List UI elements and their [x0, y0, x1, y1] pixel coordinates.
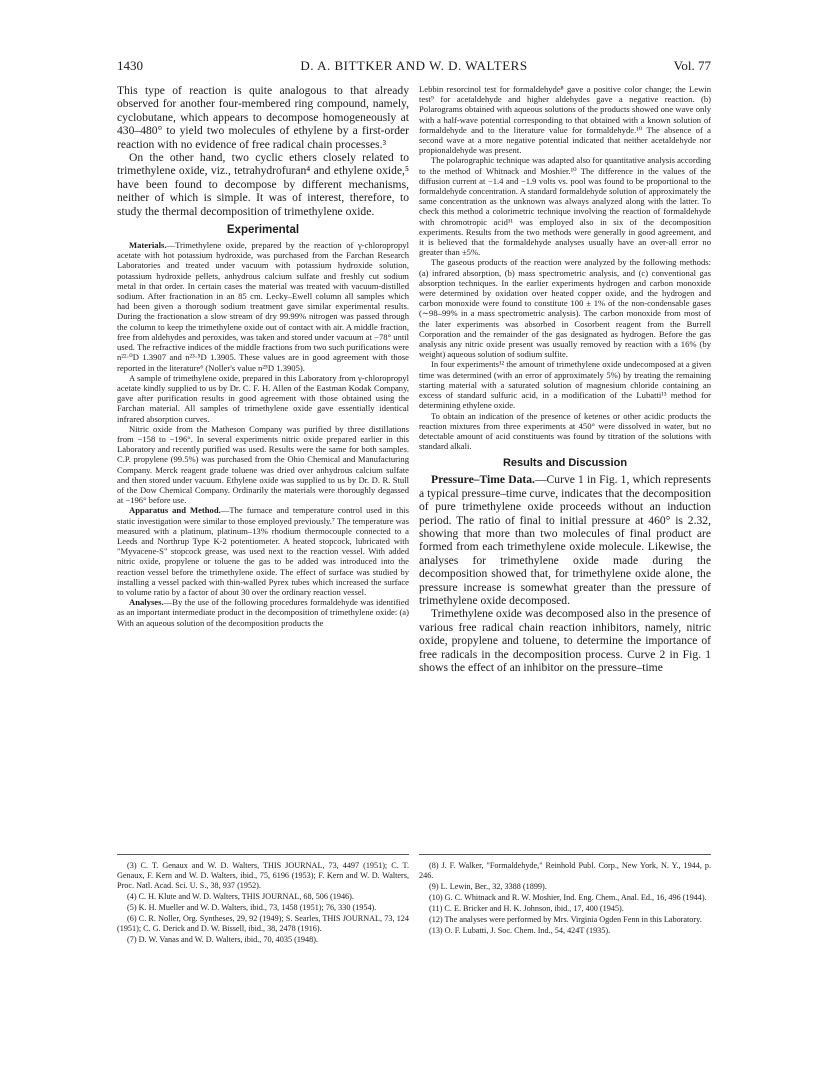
footnote: (8) J. F. Walker, "Formaldehyde," Reinhold Publ. Corp., New York, N. Y., 1944, p. 246. — [419, 861, 711, 880]
footnote: (9) L. Lewin, Ber., 32, 3388 (1899). — [429, 882, 547, 891]
nitric-oxide-paragraph: Nitric oxide from the Matheson Company was purified by three distillations from −158 to −196°. In several experiments nitric oxide prepared earlier in this Laboratory and recently purified was used. Results were the same for both samples. C.P. propylene (99.5%) was purchased from the Ohio Chemical and Manufacturing Company. Merck reagent grade toluene was dried over anhydrous calcium sulfate and then stored under vacuum. Ethylene oxide was supplied to us by Dr. D. R. Stull of the Dow Chemical Company. Ordinarily the materials were thoroughly degassed at −196° before use. — [117, 423, 409, 506]
running-authors: D. A. BITTKER AND W. D. WALTERS — [300, 58, 528, 73]
footnotes-left — [117, 861, 409, 946]
paragraph-text: —The furnace and temperature control used in this static investigation were similar to those employed previously.⁷ The temperature was measured with a platinum, platinum–13% rhodium thermocouple connected to a Leeds and Northrup Type K-2 potentiometer. A heated stopcock, lubricated with "Myvacene-S" stopcock grease, was used next to the reaction vessel. With added nitric oxide, propylene or toluene the gas to be added was introduced into the reaction vessel before the trimethylene oxide. The effect of surface was studied by installing a vessel packed with thin-walled Pyrex tubes which increased the surface to volume ratio by a factor of about 30 over the ordinary reaction vessel. — [117, 505, 409, 597]
run-in-heading: Materials. — [129, 240, 167, 251]
left-column — [117, 84, 409, 628]
right-column — [419, 84, 711, 674]
section-heading-experimental: Experimental — [226, 224, 300, 237]
apparatus-paragraph — [117, 505, 409, 597]
footnote: (7) D. W. Vanas and W. D. Walters, ibid., 70, 4035 (1948). — [127, 935, 318, 944]
paragraph-text: —By the use of the following procedures formaldehyde was identified as an important intermediate product in the decomposition of trimethylene oxide: (a) With an aqueous solution of the decomposition products the — [117, 597, 409, 628]
gaseous-products-paragraph: The gaseous products of the reaction were analyzed by the following methods: (a) infrared absorption, (b) mass spectrometric analysis, and (c) conventional gas absorption techniques. In the earlier experiments hydrogen and carbon monoxide were determined by oxidation over heated copper oxide, and the hydrogen and carbon monoxide were found to constitute 100 ± 1% of the non-condensable gases (∼98–99% in a mass spectrometric analysis). The carbon monoxide from most of the later experiments was absorbed in Cosorbent reagent from the Burrell Corporation and the remainder of the gas designated as hydrogen. Before the gas analysis any nitric oxide present was usually removed by reaction with a 16% (by weight) aqueous solution of sodium sulfite. — [419, 257, 711, 360]
pressure-time-paragraph — [419, 473, 711, 607]
inhibitor-paragraph: Trimethylene oxide was decomposed also in the presence of various free radical chain reaction inhibitors, namely, nitric oxide, propylene and toluene, to determine the importance of free radicals in the decomposition process. Curve 2 in Fig. 1 shows the effect of an inhibitor on the pressure–time — [419, 607, 711, 674]
intro-paragraph: On the other hand, two cyclic ethers closely related to trimethylene oxide, viz., tetrahydrofuran⁴ and ethylene oxide,⁵ have been found to decompose by different mechanisms, neither of which is simple. It was of interest, therefore, to study the thermal decomposition of trimethylene oxide. — [117, 151, 409, 218]
footnote: (12) The analyses were performed by Mrs. Virginia Ogden Fenn in this Laboratory. — [429, 915, 702, 924]
run-in-heading: Pressure–Time Data. — [431, 473, 535, 487]
footnote-rule — [117, 854, 409, 855]
footnote: (6) C. R. Noller, Org. Syntheses, 29, 92 (1949); S. Searles, THIS JOURNAL, 73, 124 (1951); C. G. Derick and D. W. Bissell, ibid., 38, 2478 (1916). — [117, 914, 409, 933]
footnote: (13) O. F. Lubatti, J. Soc. Chem. Ind., 54, 424T (1935). — [429, 926, 611, 935]
footnote: (3) C. T. Genaux and W. D. Walters, THIS JOURNAL, 73, 4497 (1951); C. T. Genaux, F. Kern and W. D. Walters, ibid., 75, 6196 (1953); F. Kern and W. D. Walters, Proc. Natl. Acad. Sci. U. S., 38, 937 (1952). — [117, 861, 409, 890]
run-in-heading: Analyses. — [129, 597, 164, 608]
intro-paragraph: This type of reaction is quite analogous to that already observed for another four-membered ring compound, namely, cyclobutane, which appears to decompose homogeneously at 430–480° to yield two molecules of ethylene by a first-order reaction with no evidence of free radical chain processes.³ — [117, 84, 409, 151]
footnote: (5) K. H. Mueller and W. D. Walters, ibid., 73, 1458 (1951); 76, 330 (1954). — [127, 903, 377, 912]
footnote-rule — [419, 854, 711, 855]
section-heading-results: Results and Discussion — [502, 457, 628, 470]
analyses-paragraph — [117, 597, 409, 628]
polarographic-paragraph: The polarographic technique was adapted also for quantitative analysis according to the method of Whitnack and Moshier.¹⁰ The difference in the values of the diffusion current at −1.4 and −1.9 volts vs. pool was found to be proportional to the formaldehyde concentration. A standard formaldehyde solution of approximately the same concentration as the unknown was always analyzed along with the latter. To check this method a colorimetric technique involving the reaction of formaldehyde with chromotropic acid¹¹ was employed also in six of the decomposition experiments. Results from the two methods were generally in good agreement, and it is believed that the formaldehyde analyses usually have an over-all error no greater than ±5%. — [419, 155, 711, 258]
ketenes-paragraph: To obtain an indication of the presence of ketenes or other acidic products the reaction mixtures from three experiments at 450° were dissolved in water, but no detectable amount of acid constituents was found by titration of the solutions with standard alkali. — [419, 410, 711, 452]
running-header — [117, 58, 711, 74]
sample-paragraph: A sample of trimethylene oxide, prepared in this Laboratory from γ-chloropropyl acetate kindly supplied to us by Dr. C. F. H. Allen of the Eastman Kodak Company, gave after purification results in good agreement with those obtained using the Farchan material. All samples of trimethylene oxide gave essentially identical infrared absorption curves. — [117, 372, 409, 424]
paragraph-text: —Curve 1 in Fig. 1, which represents a typical pressure–time curve, indicates that the decomposition of pure trimethylene oxide proceeds without an induction period. The ratio of final to initial pressure at 460° is 2.32, showing that more than two molecules of final product are formed from each trimethylene oxide molecule. Likewise, the analyses for trimethylene oxide made during the decomposition showed that, for trimethylene oxide alone, the pressure increase is somewhat greater than the pressure of trimethylene oxide decomposed. — [419, 473, 712, 607]
experiments-paragraph: In four experiments¹² the amount of trimethylene oxide undecomposed at a given time was determined (with an error of approximately 5%) by treating the remaining starting material with a saturated solution of magnesium chloride containing an excess of standard sulfuric acid, in a modification of the Lubatti¹³ method for determining ethylene oxide. — [419, 359, 711, 411]
paragraph-text: —Trimethylene oxide, prepared by the reaction of γ-chloropropyl acetate with hot potassium hydroxide, was purchased from the Farchan Research Laboratories and treated under vacuum with potassium hydroxide solution, potassium hydroxide pellets, anhydrous calcium sulfate and freshly cut sodium metal in that order. In certain cases the material was treated with vacuum-distilled sodium. After fractionation in an 85 cm. Lecky–Ewell column all samples which had been given a thorough sodium treatment gave similar experimental results. During the fractionation a slow stream of dry 99.99% nitrogen was passed through the column to keep the trimethylene oxide out of contact with air. A middle fraction, free from aldehydes and peroxides, was taken and stored under vacuum at −78° until used. The refractive indices of the middle fractions from two such purifications were n²²·⁰D 1.3907 and n²³·⁵D 1.3905. These values are in good agreement with those reported in the literature⁶ (Noller's value n²⁵D 1.3905). — [117, 240, 409, 373]
footnotes-right — [419, 861, 711, 937]
footnote: (10) G. C. Whitnack and R. W. Moshier, Ind. Eng. Chem., Anal. Ed., 16, 496 (1944). — [429, 893, 707, 902]
volume-label: Vol. 77 — [673, 58, 711, 73]
materials-paragraph — [117, 240, 409, 373]
page-number: 1430 — [117, 58, 143, 73]
footnote: (11) C. E. Bricker and H. K. Johnson, ibid., 17, 400 (1945). — [429, 904, 624, 913]
analysis-paragraph: Lebbin resorcinol test for formaldehyde⁸ gave a positive color change; the Lewin test⁹ for acetaldehyde and higher aldehydes gave a negative reaction. (b) Polarograms obtained with aqueous solutions of the products showed one wave only with a half-wave potential corresponding to that obtained with a known solution of formaldehyde and to the literature value for formaldehyde.¹⁰ The absence of a second wave at a more negative potential indicated that neither acetaldehyde nor propionaldehyde was present. — [419, 84, 711, 156]
footnote: (4) C. H. Klute and W. D. Walters, THIS JOURNAL, 68, 506 (1946). — [127, 892, 354, 901]
run-in-heading: Apparatus and Method. — [129, 505, 221, 516]
